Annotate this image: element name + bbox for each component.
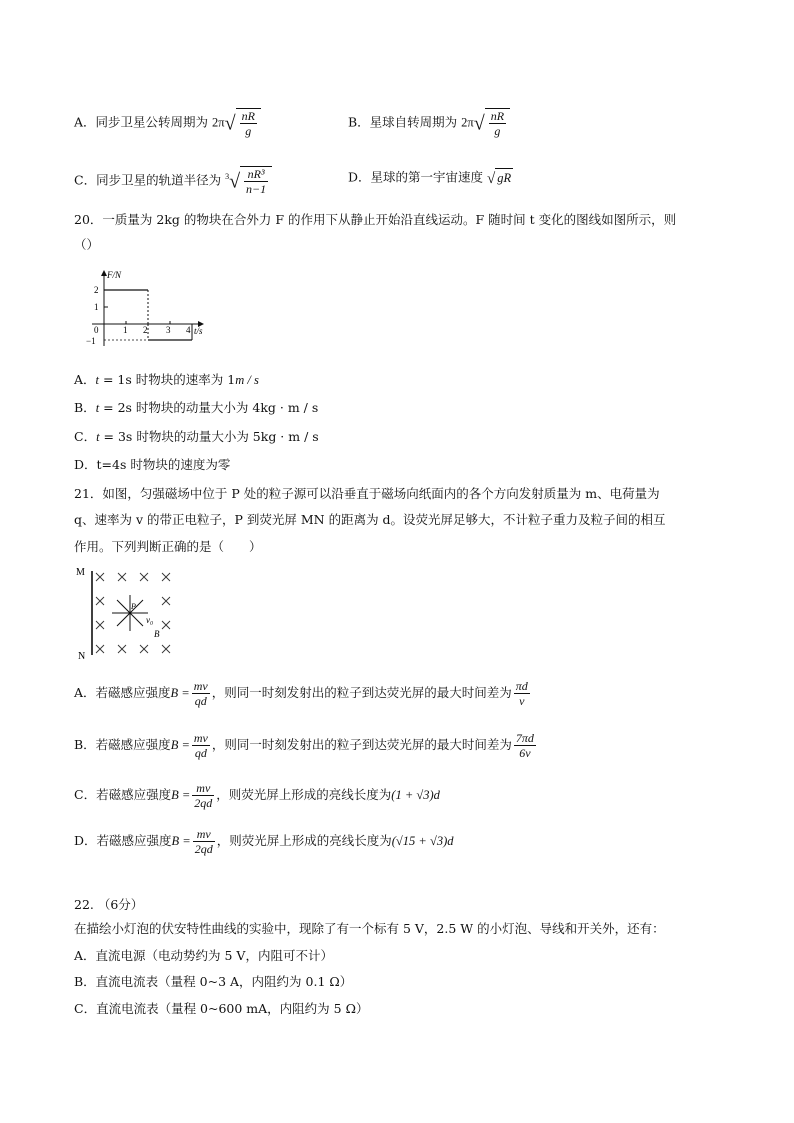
q20-xtick-3: 3 — [166, 325, 171, 335]
q21-source-arrows — [112, 595, 148, 631]
q22-option-a: A．直流电源（电动势约为 5 V，内阻可不计） — [74, 948, 333, 963]
q22-option-c: C．直流电流表（量程 0~600 mA，内阻约为 5 Ω） — [74, 1001, 369, 1016]
q22-option-b: B．直流电流表（量程 0~3 A，内阻约为 0.1 Ω） — [74, 974, 353, 989]
q20-ytick-0: 0 — [94, 325, 99, 335]
q20-xtick-4: 4 — [186, 325, 191, 335]
q20-option-c: C．t = 3s 时物块的动量大小为 5kg · m / s — [74, 429, 319, 444]
q19-b-coef: 2π — [461, 115, 474, 130]
q22-title: 22. （6分） — [74, 897, 144, 912]
q19-b-sqrt: √ $\frac{nR}{g}$ — [474, 108, 510, 138]
q20-stem-2: （） — [74, 237, 100, 252]
q20-ytick-neg1: −1 — [86, 336, 96, 346]
q20-xlabel: t/s — [194, 326, 203, 336]
q21-stem-2: q、速率为 v 的带正电粒子，P 到荧光屏 MN 的距离为 d。设荧光屏足够大，不计粒子重力及粒子间的相互 — [74, 512, 666, 527]
q20-option-a: A．t = 1s 时物块的速率为 1m / s — [74, 372, 259, 387]
q19-a-sqrt: √ $\frac{nR}{g}$ — [225, 108, 261, 138]
q19-d-label: D．星球的第一宇宙速度 — [348, 169, 484, 185]
q21-label-v0: v₀ — [146, 615, 154, 625]
q20-force-time-graph — [82, 268, 222, 348]
q20-ylabel: F/N — [107, 270, 122, 280]
q21-stem-1: 21．如图，匀强磁场中位于 P 处的粒子源可以沿垂直于磁场向纸面内的各个方向发射质量为 m、电荷量为 — [74, 486, 660, 501]
q19-c-label: C．同步卫星的轨道半径为 — [74, 172, 222, 188]
q21-label-b: B — [154, 629, 160, 639]
q19-option-a — [74, 108, 261, 138]
q20-ytick-2: 2 — [94, 285, 99, 295]
q19-d-sqrt: √ gR — [487, 168, 513, 188]
q22-stem: 在描绘小灯泡的伏安特性曲线的实验中，现除了有一个标有 5 V，2.5 W 的小灯泡、导线和开关外，还有： — [74, 921, 665, 936]
q19-a-label: A．同步卫星公转周期为 — [74, 114, 209, 130]
q21-label-p: P — [131, 602, 136, 611]
q21-option-a: A．若磁感应强度B = $\frac{mv}{qd}$ ，则同一时刻发射出的粒子到达荧光屏的最大时间差为 $\frac{\pi d}{v}$ — [74, 679, 528, 708]
q21-stem-3: 作用。下列判断正确的是（ ） — [74, 539, 262, 554]
q21-label-n: N — [78, 651, 86, 662]
q21-option-d: D．若磁感应强度B = $\frac{mv}{2qd}$ ，则荧光屏上形成的亮线长度为(√15 + √3)d — [74, 827, 454, 856]
q19-option-b — [348, 108, 510, 138]
q21-magnetic-field-figure — [76, 563, 186, 663]
q20-option-b: B．t = 2s 时物块的动量大小为 4kg · m / s — [74, 400, 319, 415]
q20-ytick-1: 1 — [94, 302, 99, 312]
q19-b-label: B．星球自转周期为 — [348, 114, 458, 130]
q21-option-c: C．若磁感应强度B = $\frac{mv}{2qd}$ ，则荧光屏上形成的亮线长度为(1 + √3)d — [74, 781, 440, 810]
q21-option-b: B．若磁感应强度B = $\frac{mv}{qd}$ ，则同一时刻发射出的粒子到达荧光屏的最大时间差为 $\frac{7\pi d}{6v}$ — [74, 731, 534, 760]
q20-stem-1: 20．一质量为 2kg 的物块在合外力 F 的作用下从静止开始沿直线运动。F 随时间 t 变化的图线如图所示，则 — [74, 212, 677, 227]
q20-option-d: D．t=4s 时物块的速度为零 — [74, 457, 231, 472]
q19-a-coef: 2π — [212, 115, 225, 130]
q20-xtick-2: 2 — [143, 325, 148, 335]
q21-label-m: M — [76, 567, 85, 578]
q20-xtick-1: 1 — [123, 325, 128, 335]
q19-c-cuberoot: $^3$√ $\frac{\text{nR³}}{n-1}$ — [225, 166, 272, 196]
q19-option-c — [74, 166, 272, 196]
q19-option-d — [348, 168, 513, 188]
